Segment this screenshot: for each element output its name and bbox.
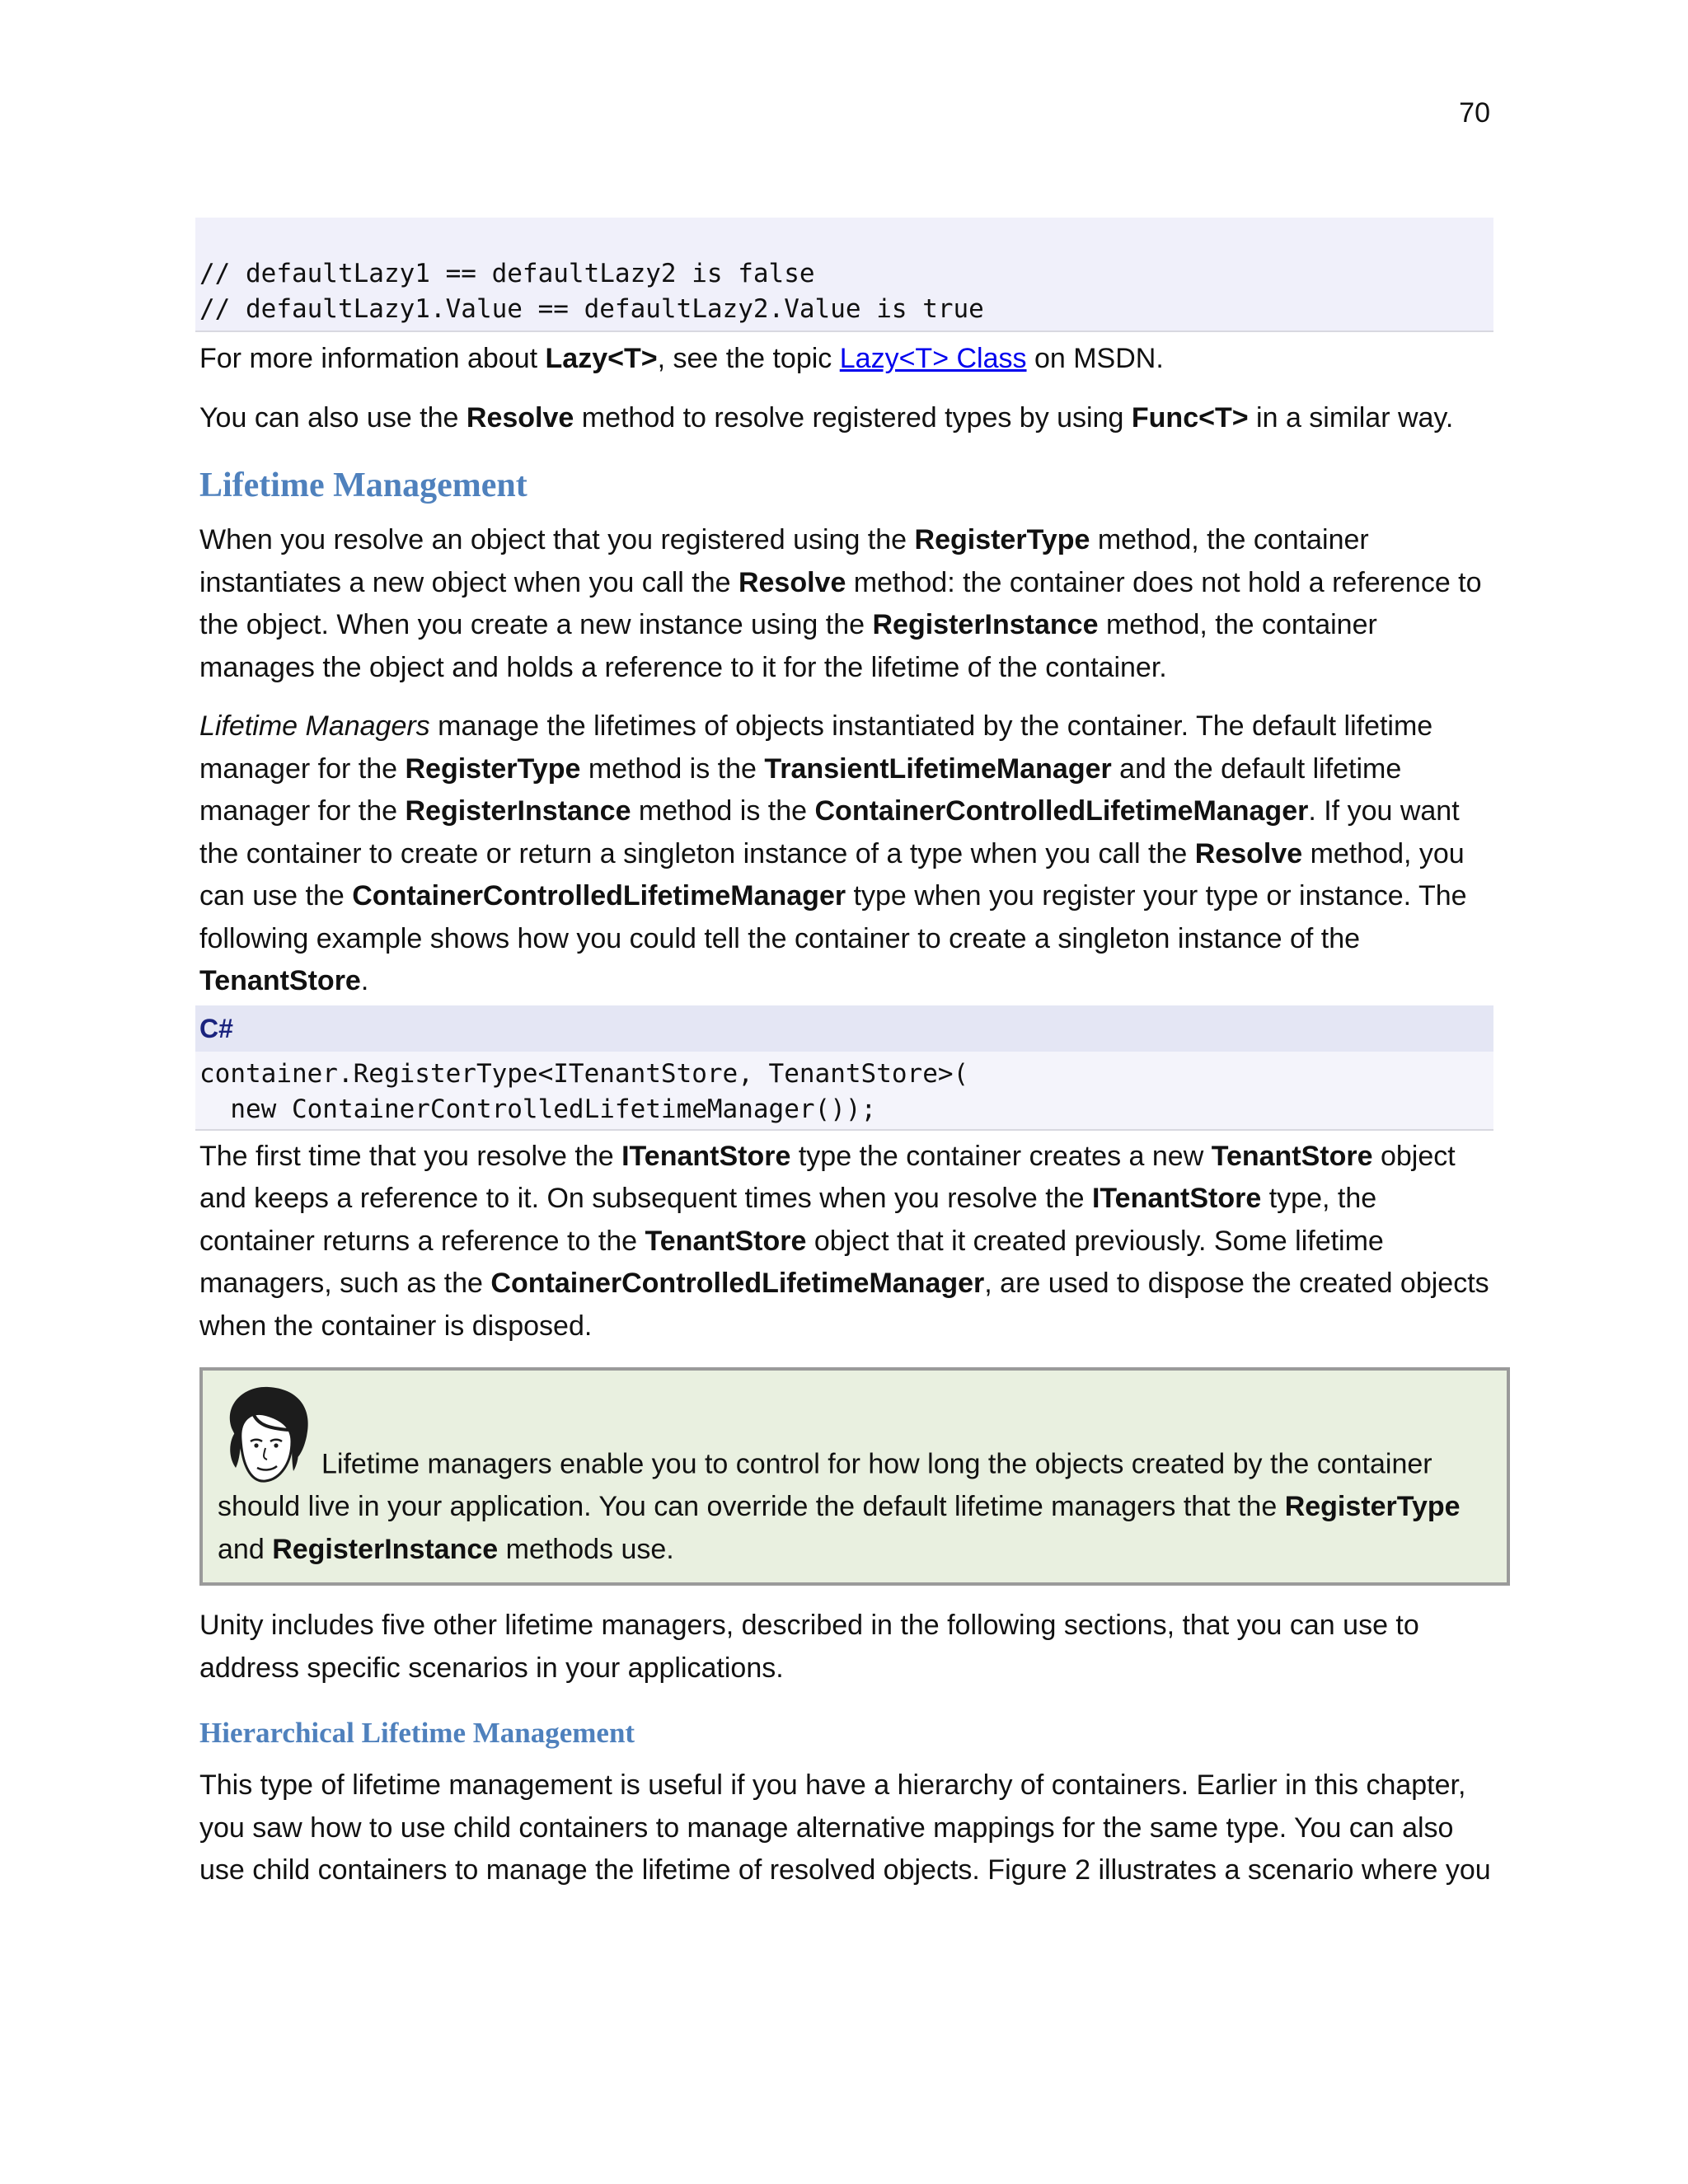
code-line: container.RegisterType<ITenantStore, TenantStore>(: [199, 1058, 969, 1089]
text-run: on MSDN.: [1026, 343, 1164, 374]
bold-term: Resolve: [1194, 837, 1303, 869]
paragraph-resolve-behavior: [199, 519, 1493, 689]
text-run: Lifetime managers enable you to control for how long the objects created by the container should live in your application. You can override the default lifetime managers that the: [218, 1448, 1432, 1522]
code-block-lazy: [195, 218, 1493, 332]
bold-term: Resolve: [466, 401, 574, 434]
paragraph-lifetime-managers: [199, 705, 1493, 1003]
text-run: manage the lifetimes of objects instantiated by the container. The default lifetime manager for the: [199, 710, 1433, 785]
text-run: method, the container instantiates a new object when you call the: [199, 524, 1369, 598]
code-block-register: [195, 1052, 1493, 1131]
bold-term: Resolve: [738, 566, 846, 598]
page-number: 70: [1459, 97, 1490, 129]
bold-term: Lazy<T>: [545, 343, 658, 374]
bold-term: ITenantStore: [1091, 1183, 1262, 1214]
text-run: in a similar way.: [1248, 401, 1454, 434]
code-line: new ContainerControlledLifetimeManager());: [199, 1094, 877, 1124]
text-run: The first time that you resolve the: [199, 1140, 622, 1172]
bold-term: RegisterType: [405, 752, 581, 785]
heading-lifetime-management: Lifetime Management: [199, 466, 528, 504]
paragraph-resolve-func: [199, 397, 1493, 440]
heading-hierarchical-lifetime: Hierarchical Lifetime Management: [199, 1717, 635, 1749]
text-run: , are used to dispose the created objects when the container is disposed.: [199, 1268, 1489, 1342]
bold-term: RegisterType: [1284, 1491, 1461, 1522]
text-run: object that it created previously. Some lifetime managers, such as the: [199, 1225, 1384, 1299]
text-run: and: [218, 1533, 273, 1565]
text-run: method, the container manages the object and holds a reference to it for the lifetime of the container.: [199, 609, 1377, 683]
text-run: method is the: [580, 752, 765, 785]
bold-term: Func<T>: [1131, 401, 1249, 434]
bold-term: RegisterInstance: [405, 795, 631, 827]
text-run: type, the container returns a reference to the: [199, 1183, 1377, 1257]
text-run: type when you register your type or instance. The following example shows how you could tell the container to create a singleton instance of the: [199, 880, 1467, 954]
text-run: method, you can use the: [199, 837, 1465, 912]
code-line: // defaultLazy1.Value == defaultLazy2.Value is true: [199, 294, 984, 324]
bold-term: RegisterInstance: [872, 609, 1099, 640]
paragraph-first-resolve: [199, 1136, 1493, 1348]
text-run: , see the topic: [657, 343, 840, 374]
page-content: [199, 218, 1493, 1892]
bold-term: TenantStore: [1211, 1140, 1373, 1172]
text-run: . If you want the container to create or return a singleton instance of a type when you call the: [199, 795, 1460, 869]
text-run: This type of lifetime management is useful if you have a hierarchy of containers. Earlier in this chapter, you saw how to use child containers to manage alternative mappings for the same type. You can also use child containers to manage the lifetime of resolved objects. Figure 2 illustrates a scenario where you: [199, 1769, 1491, 1886]
paragraph-lazy-info: [199, 338, 1493, 381]
code-line: // defaultLazy1 == defaultLazy2 is false: [199, 259, 815, 288]
lazy-class-link[interactable]: Lazy<T> Class: [839, 343, 1027, 374]
character-portrait-icon: [218, 1382, 316, 1486]
italic-term: Lifetime Managers: [199, 710, 430, 742]
text-run: method to resolve registered types by using: [574, 401, 1132, 434]
bold-term: ITenantStore: [621, 1140, 791, 1172]
bold-term: TenantStore: [199, 965, 361, 996]
bold-term: ContainerControlledLifetimeManager: [814, 795, 1309, 827]
bold-term: TenantStore: [645, 1225, 807, 1257]
bold-term: RegisterType: [914, 524, 1090, 555]
text-run: method is the: [631, 795, 815, 827]
text-run: .: [360, 965, 369, 996]
text-run: type the container creates a new: [790, 1140, 1212, 1172]
code-language-label: C#: [195, 1005, 1493, 1052]
text-run: methods use.: [498, 1533, 674, 1565]
text-run: For more information about: [199, 343, 546, 374]
bold-term: RegisterInstance: [272, 1533, 499, 1565]
text-run: Unity includes five other lifetime managers, described in the following sections, that you can use to address specific scenarios in your applications.: [199, 1610, 1419, 1684]
paragraph-other-managers: [199, 1605, 1493, 1690]
text-run: and the default lifetime manager for the: [199, 752, 1402, 827]
bold-term: ContainerControlledLifetimeManager: [352, 880, 846, 912]
text-run: You can also use the: [199, 401, 467, 434]
text-run: object and keeps a reference to it. On subsequent times when you resolve the: [199, 1140, 1456, 1214]
note-box: [199, 1367, 1510, 1586]
text-run: method: the container does not hold a reference to the object. When you create a new instance using the: [199, 566, 1482, 640]
paragraph-hierarchical: [199, 1765, 1493, 1892]
text-run: When you resolve an object that you registered using the: [199, 524, 915, 555]
bold-term: TransientLifetimeManager: [764, 752, 1112, 785]
bold-term: ContainerControlledLifetimeManager: [490, 1268, 985, 1299]
